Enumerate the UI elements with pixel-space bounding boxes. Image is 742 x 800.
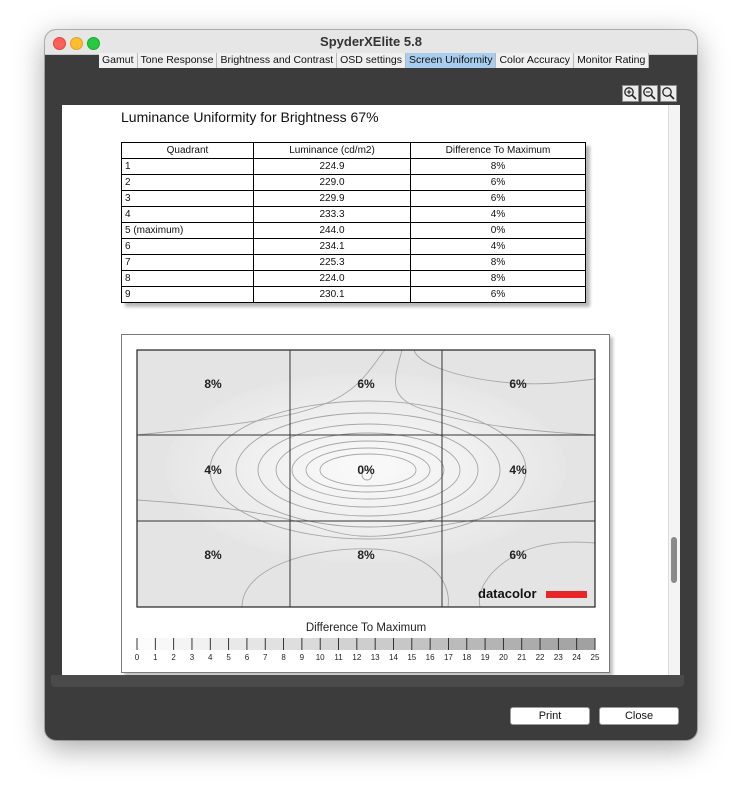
difference-cell: 8% [411,271,586,287]
uniformity-map [122,335,609,672]
table-row [122,223,586,239]
legend-tick-label: 8 [281,653,286,662]
legend-swatch [558,638,577,650]
legend-tick-label: 25 [590,653,600,662]
zoom-toolbar [622,85,679,102]
zoom-out-icon [642,86,657,101]
zoom-in-icon [623,86,638,101]
luminance-cell: 229.0 [254,175,411,191]
difference-cell: 0% [411,223,586,239]
luminance-cell: 233.3 [254,207,411,223]
legend-swatch [485,638,504,650]
legend-tick-label: 1 [153,653,158,662]
tab-bar [99,53,649,68]
zoom-out-button[interactable] [641,85,658,102]
legend-tick-label: 24 [572,653,582,662]
legend-swatch [265,638,284,650]
difference-cell: 8% [411,255,586,271]
quadrant-cell: 5 (maximum) [122,223,254,239]
legend-tick-label: 15 [407,653,417,662]
print-button[interactable]: Print [510,707,590,725]
legend-swatch [430,638,449,650]
quadrant-1-value: 8% [204,377,222,391]
legend-tick-label: 22 [535,653,545,662]
legend-tick-label: 19 [480,653,490,662]
table-row [122,239,586,255]
quadrant-cell: 8 [122,271,254,287]
legend-tick-label: 6 [244,653,250,662]
tab-monitor-rating[interactable]: Monitor Rating [574,53,649,68]
difference-cell: 6% [411,287,586,303]
legend-tick-label: 7 [263,653,268,662]
quadrant-5-value: 0% [357,463,375,477]
legend-swatch [503,638,522,650]
zoom-fit-button[interactable] [660,85,677,102]
bottom-strip [51,675,684,687]
luminance-cell: 234.1 [254,239,411,255]
legend-swatch [577,638,596,650]
legend-tick-label: 18 [462,653,472,662]
report-title: Luminance Uniformity for Brightness 67% [121,109,379,125]
difference-cell: 8% [411,159,586,175]
legend-tick-label: 3 [189,653,195,662]
zoom-fit-icon [661,86,676,101]
column-header-difference: Difference To Maximum [411,143,586,159]
legend-swatch [247,638,266,650]
legend-swatch [522,638,541,650]
luminance-cell: 225.3 [254,255,411,271]
legend-swatch [448,638,467,650]
quadrant-3-value: 6% [509,377,527,391]
luminance-table [121,142,586,303]
luminance-cell: 229.9 [254,191,411,207]
legend-tick-label: 13 [370,653,380,662]
table-row [122,255,586,271]
legend-title: Difference To Maximum [305,622,427,634]
legend-tick-label: 20 [498,653,508,662]
legend-swatch [302,638,321,650]
scrollbar-thumb[interactable] [671,537,677,583]
quadrant-9-value: 6% [509,548,527,562]
quadrant-cell: 9 [122,287,254,303]
quadrant-2-value: 6% [357,377,375,391]
legend-swatch [210,638,229,650]
table-row [122,191,586,207]
table-row [122,159,586,175]
legend-tick-label: 9 [299,653,305,662]
quadrant-cell: 4 [122,207,254,223]
zoom-in-button[interactable] [622,85,639,102]
difference-cell: 6% [411,191,586,207]
quadrant-7-value: 8% [204,548,222,562]
legend-swatch [357,638,376,650]
legend-swatch [467,638,486,650]
luminance-cell: 224.9 [254,159,411,175]
legend-tick-label: 17 [443,653,453,662]
tab-gamut[interactable]: Gamut [99,53,138,68]
legend-swatch [339,638,358,650]
legend-scale [137,638,595,650]
legend-tick-label: 14 [389,653,398,662]
quadrant-cell: 2 [122,175,254,191]
table-row [122,287,586,303]
legend-swatch [284,638,303,650]
quadrant-cell: 3 [122,191,254,207]
legend-tick-labels [135,653,600,662]
difference-cell: 4% [411,207,586,223]
legend-tick-label: 23 [553,653,563,662]
tab-osd-settings[interactable]: OSD settings [337,53,406,68]
table-row [122,175,586,191]
legend-swatch [540,638,559,650]
legend-tick-label: 16 [425,653,435,662]
legend-swatch [375,638,394,650]
legend-tick-label: 10 [315,653,325,662]
legend-tick-label: 11 [334,653,343,662]
window-title: SpyderXElite 5.8 [320,34,422,49]
tab-screen-uniformity[interactable]: Screen Uniformity [406,53,496,68]
legend-tick-label: 4 [208,653,213,662]
luminance-cell: 224.0 [254,271,411,287]
difference-cell: 4% [411,239,586,255]
datacolor-logo: datacolor [478,586,537,601]
legend-tick-label: 5 [226,653,231,662]
legend-swatch [155,638,174,650]
datacolor-logo-bar [546,591,587,598]
quadrant-6-value: 4% [509,463,527,477]
quadrant-8-value: 8% [357,548,375,562]
legend-swatch [174,638,193,650]
legend-tick-label: 12 [352,653,362,662]
quadrant-cell: 1 [122,159,254,175]
legend-swatch [229,638,248,650]
legend-tick-label: 21 [517,653,527,662]
quadrant-cell: 6 [122,239,254,255]
table-row [122,271,586,287]
quadrant-cell: 7 [122,255,254,271]
legend-swatch [192,638,211,650]
close-button[interactable]: Close [599,707,679,725]
difference-cell: 6% [411,175,586,191]
table-header-row [122,143,586,159]
legend-swatch [320,638,339,650]
tab-brightness-contrast[interactable]: Brightness and Contrast [217,53,337,68]
luminance-cell: 244.0 [254,223,411,239]
tab-tone-response[interactable]: Tone Response [138,53,218,68]
table-row [122,207,586,223]
tab-color-accuracy[interactable]: Color Accuracy [496,53,574,68]
legend-swatch [412,638,431,650]
report-view[interactable] [62,105,668,675]
app-window [45,30,697,740]
quadrant-4-value: 4% [204,463,222,477]
legend-tick-label: 0 [134,653,140,662]
vertical-scrollbar[interactable] [668,105,680,675]
legend-swatch [137,638,156,650]
luminance-cell: 230.1 [254,287,411,303]
column-header-luminance: Luminance (cd/m2) [254,143,411,159]
legend-swatch [393,638,412,650]
legend-tick-label: 2 [171,653,176,662]
uniformity-map-panel [121,334,610,673]
title-bar [45,30,697,55]
column-header-quadrant: Quadrant [122,143,254,159]
